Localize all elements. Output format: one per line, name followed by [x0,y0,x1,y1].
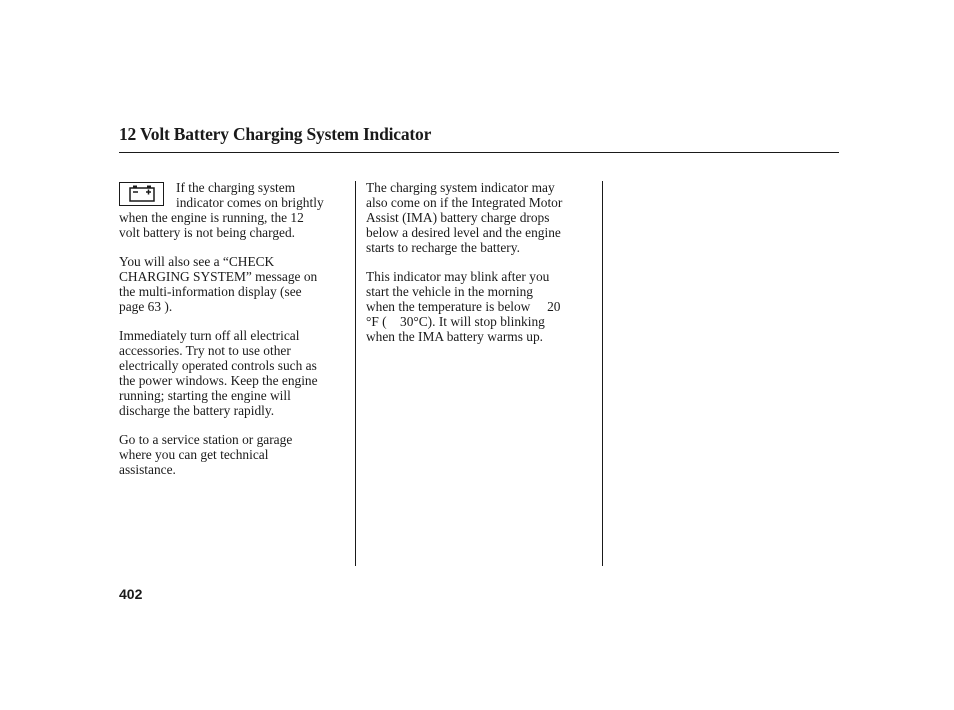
text-line: discharge the battery rapidly. [119,403,275,418]
page-number: 402 [119,586,143,602]
text-line: Go to a service station or garage [119,432,293,447]
text-line: The charging system indicator may [366,180,555,195]
text-line: electrically operated controls such as [119,358,317,373]
text-line: below a desired level and the engine [366,225,561,240]
section-title: 12 Volt Battery Charging System Indicator [119,124,432,144]
column-divider [602,181,603,566]
text-line: This indicator may blink after you [366,269,550,284]
paragraph-check-message [119,254,349,314]
paragraph-turn-off-accessories [119,328,349,418]
text-line: when the temperature is below 20 [366,299,561,314]
column-divider [355,181,356,566]
text-line: accessories. Try not to use other [119,343,291,358]
paragraph-blink-info [366,269,594,344]
title-rule [119,152,839,153]
paragraph-charging-indicator [119,180,349,240]
right-column [366,180,594,358]
text-line: running; starting the engine will [119,388,291,403]
text-line: indicator comes on brightly [176,195,324,210]
text-line: volt battery is not being charged. [119,225,296,240]
text-line: You will also see a “CHECK [119,254,275,269]
paragraph-service-station [119,432,349,477]
text-line: also come on if the Integrated Motor [366,195,563,210]
left-column [119,180,349,491]
text-line: °F ( 30°C). It will stop blinking [366,314,545,329]
text-line: start the vehicle in the morning [366,284,533,299]
text-line: page 63 ). [119,299,173,314]
text-line: If the charging system [176,180,296,195]
paragraph-ima-battery [366,180,594,255]
text-line: the power windows. Keep the engine [119,373,318,388]
text-line: starts to recharge the battery. [366,240,520,255]
text-line: Immediately turn off all electrical [119,328,300,343]
text-line: the multi-information display (see [119,284,302,299]
text-line: when the IMA battery warms up. [366,329,544,344]
text-line: CHARGING SYSTEM” message on [119,269,318,284]
text-line: when the engine is running, the 12 [119,210,304,225]
text-line: assistance. [119,462,176,477]
text-line: where you can get technical [119,447,269,462]
text-line: Assist (IMA) battery charge drops [366,210,550,225]
